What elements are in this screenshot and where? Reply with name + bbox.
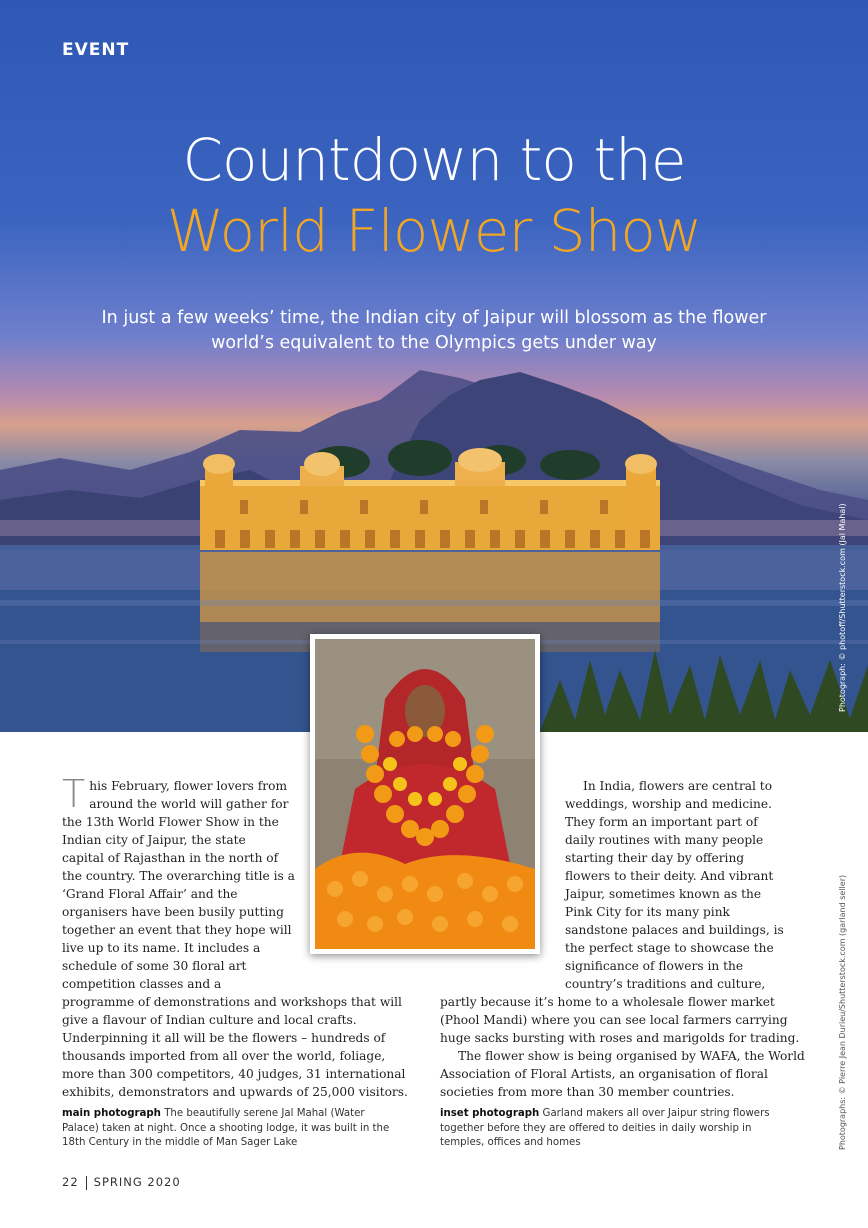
article-line: Indian city of Jaipur, the state [62,833,246,847]
article-line: Underpinning it all will be the flowers – hundreds of [62,1031,386,1045]
article-line: programme of demonstrations and workshops that will [62,995,402,1009]
issue-label: SPRING 2020 [93,1175,181,1189]
article-line: ‘Grand Floral Affair’ and the [62,887,238,901]
article-line: give a flavour of Indian culture and local crafts. [62,1013,357,1027]
article-line: around the world will gather for [89,797,289,811]
article-line: his February, flower lovers from [89,779,288,793]
article-line: more than 300 competitors, 40 judges, 31 international [62,1067,406,1081]
article-line: significance of flowers in the [565,959,744,973]
article-line: the country. The overarching title is a [62,869,295,883]
article-line: The flower show is being organised by WAFA, the World [458,1049,805,1063]
article-line: together an event that they hope will [62,923,292,937]
article-line: competition classes and a [62,977,222,991]
article-line: Pink City for its many pink [565,905,730,919]
page-number: 22 [62,1175,79,1189]
article-line: Association of Floral Artists, an organisation of floral [440,1067,768,1081]
standfirst: In just a few weeks’ time, the Indian city of Jaipur will blossom as the flower world’s equivalent to the Olympics gets under way [101,308,767,353]
inset-caption-text: Garland makers all over Jaipur string flowers together before they are offered to deities in daily worship in temples, offices and homes [440,1108,770,1148]
article-line: exhibits, demonstrators and upwards of 25,000 visitors. [62,1085,408,1099]
photo-credit-inset: Photographs: © Pierre Jean Durieu/Shutterstock.com (garland seller) [838,874,847,1150]
drop-cap: T [62,772,86,816]
headline-line-1: Countdown to the [182,126,686,194]
article-line: (Phool Mandi) where you can see local farmers carrying [440,1013,788,1027]
article-line: the perfect stage to showcase the [565,941,774,955]
photo-credit-main: Photograph: © photoff/Shutterstock.com (Jal Mahal) [838,503,847,712]
article-line: weddings, worship and medicine. [565,797,772,811]
article-line: They form an important part of [565,815,758,829]
folio [62,1175,181,1190]
inset-caption-label: inset photograph [440,1108,540,1119]
article-line: organisers have been busily putting [62,905,284,919]
article-paragraph-2 [440,777,805,1101]
article-line: live up to its name. It includes a [62,941,261,955]
article-line: In India, flowers are central to [583,779,773,793]
article-line: flowers to their deity. And vibrant [565,869,774,883]
folio-divider [86,1176,87,1190]
inset-photo-caption [440,1107,785,1151]
headline-line-2: World Flower Show [166,197,702,265]
main-caption-label: main photograph [62,1108,161,1119]
article-line: schedule of some 30 floral art [62,959,247,973]
article-line: partly because it’s home to a wholesale flower market [440,995,775,1009]
article-line: thousands imported from all over the world, foliage, [62,1049,386,1063]
article-line: huge sacks bursting with roses and marigolds for trading. [440,1031,800,1045]
article-line: the 13th World Flower Show in the [62,815,279,829]
article-line: Jaipur, sometimes known as the [565,887,762,901]
article-line: capital of Rajasthan in the north of [62,851,279,865]
article-line: country’s traditions and culture, [565,977,766,991]
article-line: sandstone palaces and buildings, is [565,923,784,937]
main-photo-caption [62,1107,402,1151]
article-line: daily routines with many people [565,833,764,847]
article-line: societies from more than 30 member countries. [440,1085,735,1099]
article-line: starting their day by offering [565,851,745,865]
main-caption-text: The beautifully serene Jal Mahal (Water Palace) taken at night. Once a shooting lodge, it was built in the 18th Century in the middle of Man Sager Lake [62,1108,390,1148]
section-label: EVENT [62,40,130,60]
article-paragraph-1 [62,772,408,1101]
